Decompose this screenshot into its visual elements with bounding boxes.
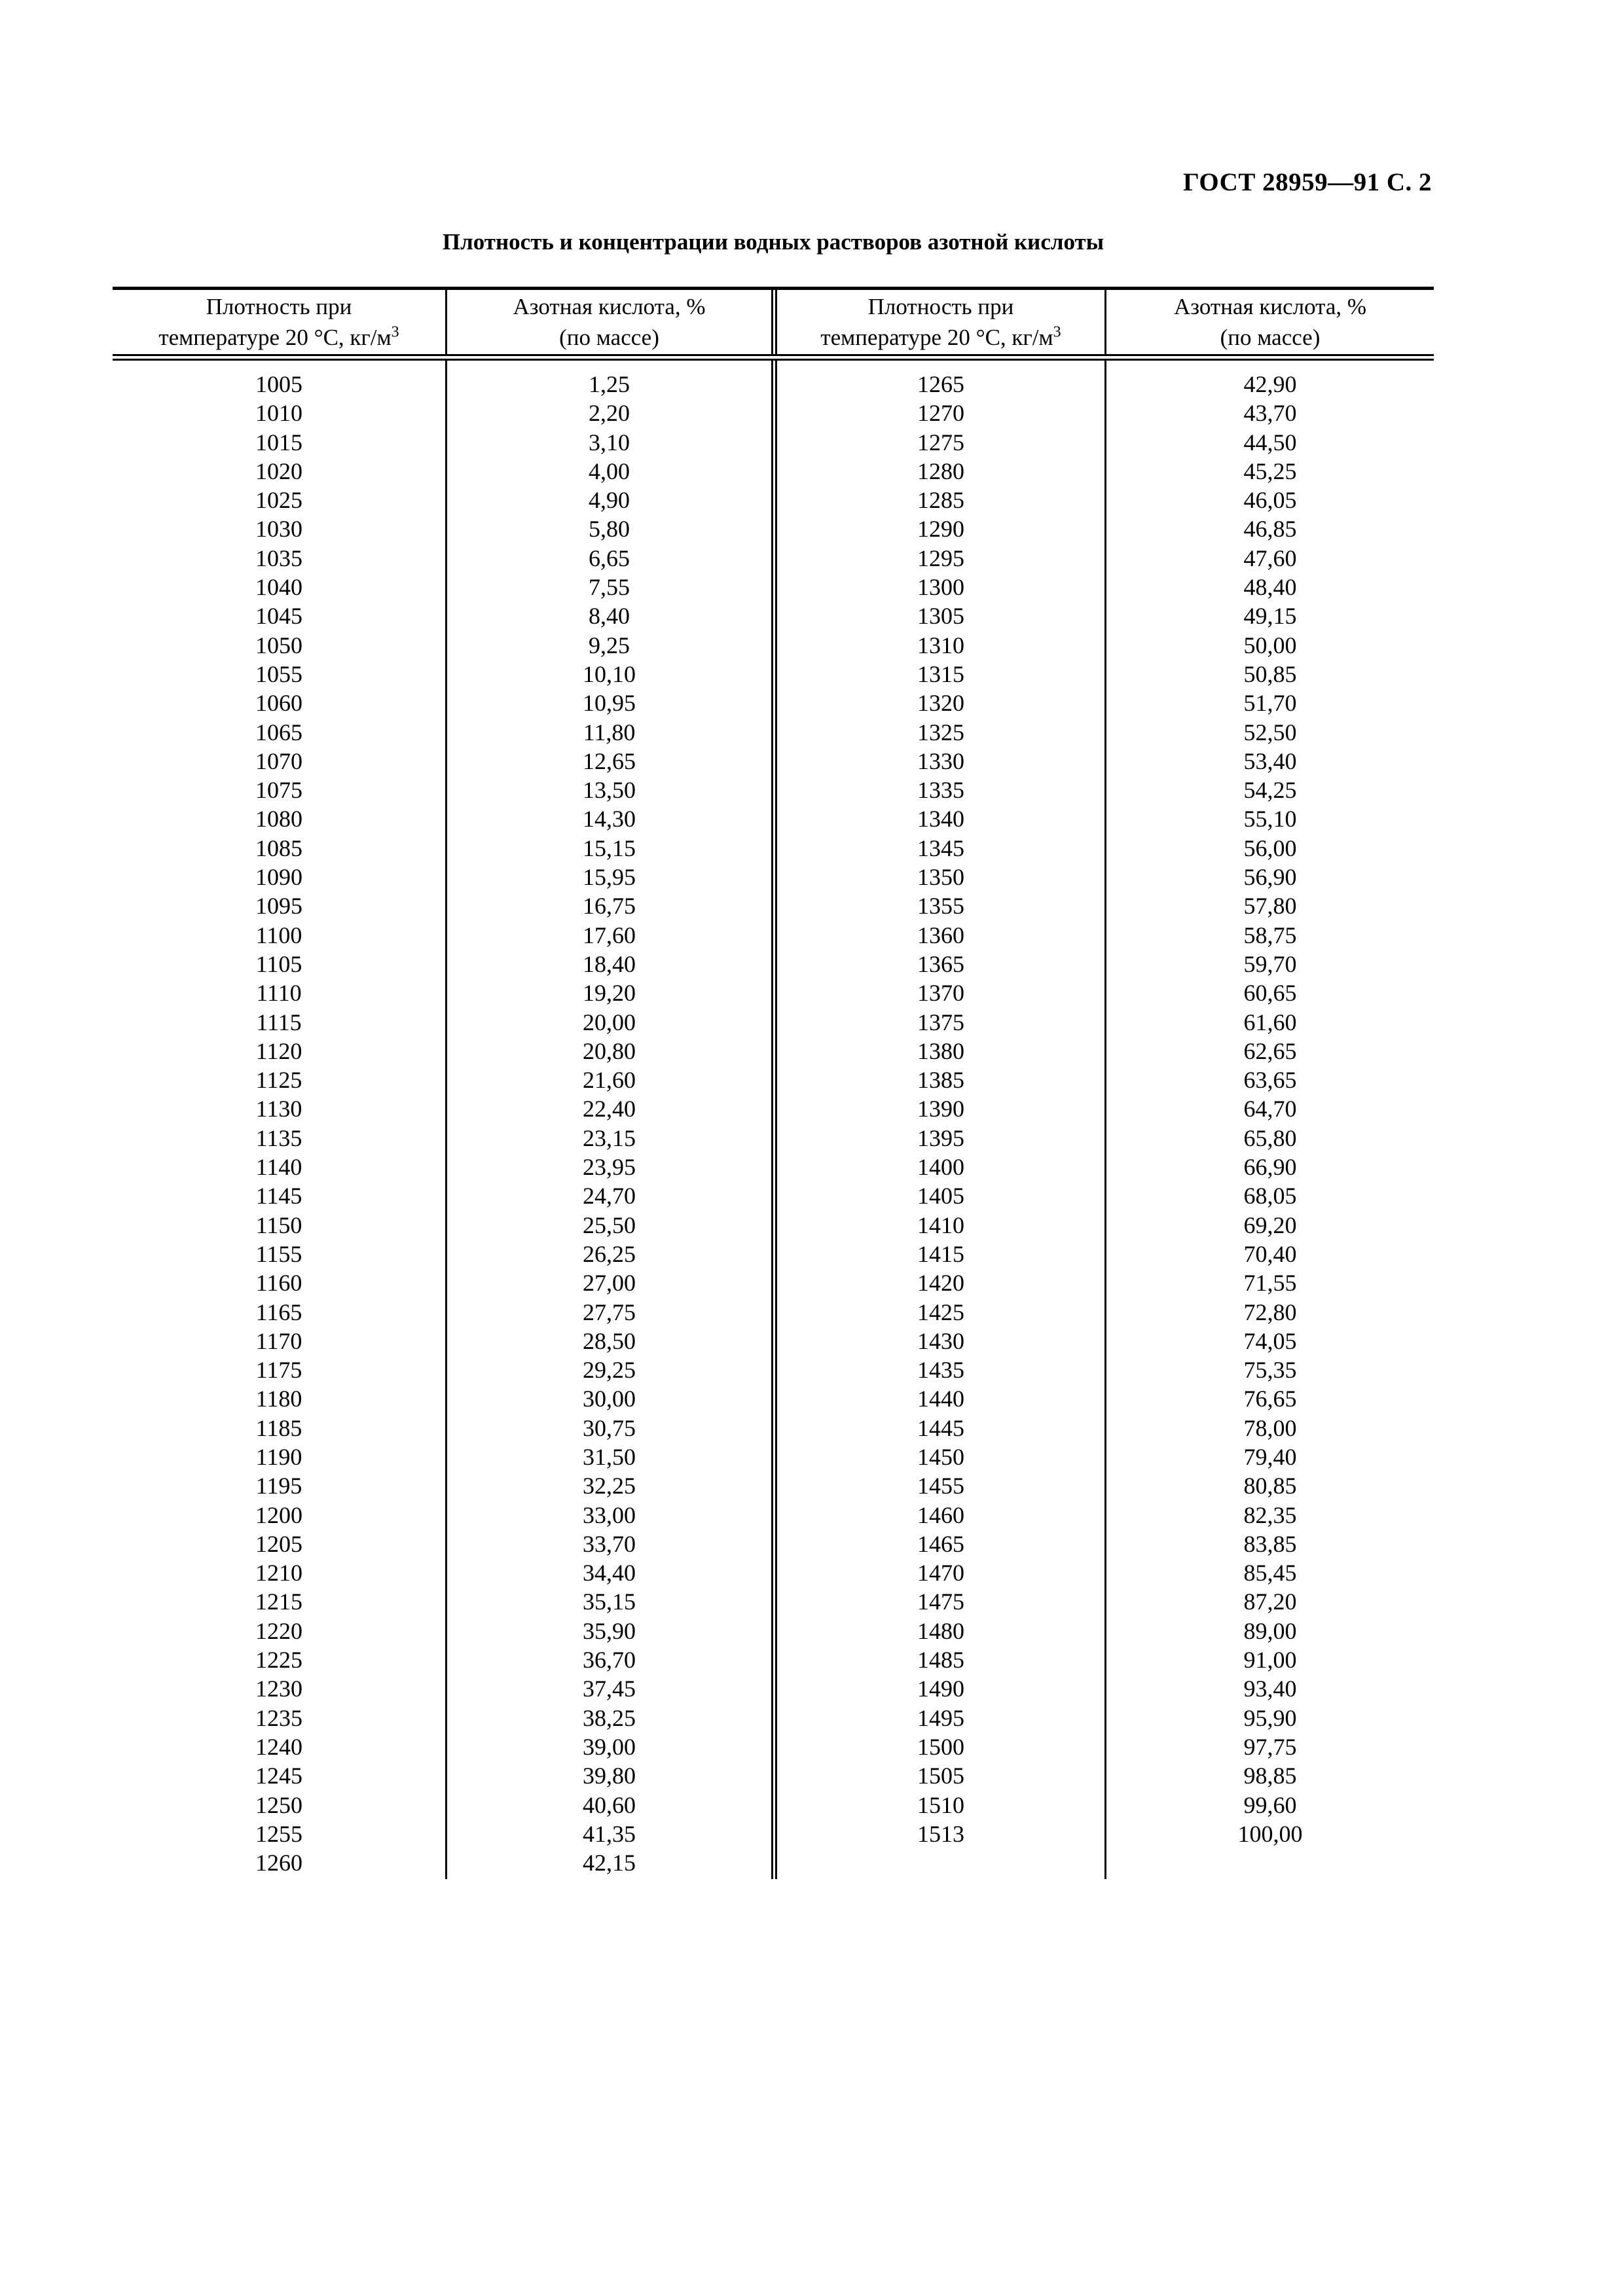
density-cell: 1495 — [917, 1704, 964, 1731]
density-cell: 1115 — [256, 1009, 302, 1035]
acid-cell: 14,30 — [583, 806, 636, 833]
density-cell: 1455 — [917, 1473, 964, 1499]
acid-cell: 56,90 — [1243, 864, 1297, 891]
density-cell: 1305 — [917, 603, 964, 630]
density-cell: 1065 — [255, 719, 302, 745]
acid-cell: 4,90 — [589, 487, 630, 514]
density-cell: 1380 — [917, 1037, 964, 1064]
acid-cell: 9,25 — [589, 632, 630, 658]
density-cell: 1165 — [255, 1299, 302, 1325]
acid-cell: 4,00 — [589, 457, 630, 484]
acid-cell: 43,70 — [1243, 400, 1297, 427]
density-concentration-table — [113, 287, 1434, 1879]
acid-cell: 26,25 — [583, 1240, 636, 1267]
acid-column-left — [447, 361, 777, 1879]
density-cell: 1180 — [255, 1386, 302, 1412]
density-cell: 1135 — [255, 1124, 302, 1151]
density-cell: 1100 — [255, 922, 302, 948]
acid-cell: 23,95 — [583, 1154, 636, 1181]
acid-cell: 39,80 — [583, 1763, 636, 1789]
density-cell: 1330 — [917, 747, 964, 774]
density-cell: 1300 — [917, 574, 964, 601]
density-cell: 1375 — [917, 1009, 964, 1035]
acid-cell: 6,65 — [589, 545, 630, 571]
acid-cell: 51,70 — [1243, 690, 1297, 717]
acid-cell: 97,75 — [1243, 1733, 1297, 1760]
density-cell: 1435 — [917, 1357, 964, 1384]
density-cell: 1200 — [255, 1501, 302, 1528]
density-cell: 1190 — [255, 1443, 302, 1470]
acid-cell: 93,40 — [1243, 1676, 1297, 1702]
acid-cell: 38,25 — [583, 1704, 636, 1731]
header-density-line2: температуре 20 °С, $кг/м^3$ — [820, 323, 1061, 350]
acid-cell: 30,00 — [583, 1386, 636, 1412]
header-acid-line1: Азотная кислота, % — [513, 294, 706, 319]
density-cell: 1320 — [917, 690, 964, 717]
acid-cell: 91,00 — [1243, 1647, 1297, 1674]
acid-cell: 48,40 — [1243, 574, 1297, 601]
density-cell: 1005 — [255, 371, 302, 397]
density-column-right — [777, 361, 1106, 1879]
acid-cell: 99,60 — [1243, 1791, 1297, 1818]
density-cell: 1365 — [917, 950, 964, 977]
header-cell-density-right — [777, 290, 1106, 354]
density-cell: 1255 — [255, 1820, 302, 1847]
header-acid-line1: Азотная кислота, % — [1173, 294, 1367, 319]
density-cell: 1155 — [255, 1240, 302, 1267]
acid-cell: 27,75 — [583, 1299, 636, 1325]
density-cell: 1075 — [255, 777, 302, 804]
density-cell: 1030 — [255, 516, 302, 543]
acid-cell: 53,40 — [1243, 747, 1297, 774]
density-cell: 1160 — [255, 1270, 302, 1297]
acid-cell: 70,40 — [1243, 1240, 1297, 1267]
acid-cell: 37,45 — [583, 1676, 636, 1702]
density-cell: 1235 — [255, 1704, 302, 1731]
density-cell: 1205 — [255, 1530, 302, 1557]
density-cell: 1040 — [255, 574, 302, 601]
header-density-line2: температуре 20 °С, $кг/м^3$ — [158, 323, 399, 350]
acid-cell: 63,65 — [1243, 1067, 1297, 1094]
acid-cell: 89,00 — [1243, 1617, 1297, 1644]
acid-cell: 76,65 — [1243, 1386, 1297, 1412]
density-cell: 1225 — [255, 1647, 302, 1674]
density-cell: 1470 — [917, 1560, 964, 1587]
acid-cell: 33,00 — [583, 1501, 636, 1528]
acid-cell: 50,85 — [1243, 660, 1297, 687]
acid-cell: 98,85 — [1243, 1763, 1297, 1789]
density-cell: 1175 — [255, 1357, 302, 1384]
density-cell: 1055 — [255, 660, 302, 687]
acid-cell: 27,00 — [583, 1270, 636, 1297]
density-cell: 1425 — [917, 1299, 964, 1325]
acid-cell: 11,80 — [583, 719, 636, 745]
acid-cell: 46,85 — [1243, 516, 1297, 543]
acid-cell: 100,00 — [1237, 1820, 1303, 1847]
density-cell: 1460 — [917, 1501, 964, 1528]
header-density-line1: Плотность при — [206, 294, 352, 319]
acid-cell: 50,00 — [1243, 632, 1297, 658]
density-cell: 1340 — [917, 806, 964, 833]
header-cell-density-left — [113, 290, 447, 354]
acid-cell: 20,00 — [583, 1009, 636, 1035]
acid-cell: 31,50 — [583, 1443, 636, 1470]
acid-cell: 56,00 — [1243, 834, 1297, 861]
acid-cell: 62,65 — [1243, 1037, 1297, 1064]
density-cell: 1275 — [917, 429, 964, 456]
density-cell: 1400 — [917, 1154, 964, 1181]
acid-cell: 29,25 — [583, 1357, 636, 1384]
density-cell: 1485 — [917, 1647, 964, 1674]
density-cell: 1513 — [917, 1820, 964, 1847]
acid-cell: 32,25 — [583, 1473, 636, 1499]
acid-cell: 49,15 — [1243, 603, 1297, 630]
acid-cell: 44,50 — [1243, 429, 1297, 456]
density-cell: 1265 — [917, 371, 964, 397]
acid-cell: 7,55 — [589, 574, 630, 601]
density-cell: 1430 — [917, 1327, 964, 1354]
acid-cell: 71,55 — [1243, 1270, 1297, 1297]
density-cell: 1050 — [255, 632, 302, 658]
density-cell: 1090 — [255, 864, 302, 891]
acid-cell: 35,90 — [583, 1617, 636, 1644]
density-cell: 1035 — [255, 545, 302, 571]
density-cell: 1345 — [917, 834, 964, 861]
density-cell: 1500 — [917, 1733, 964, 1760]
density-cell: 1405 — [917, 1183, 964, 1210]
density-cell: 1440 — [917, 1386, 964, 1412]
density-cell: 1280 — [917, 457, 964, 484]
density-cell: 1315 — [917, 660, 964, 687]
density-cell: 1465 — [917, 1530, 964, 1557]
density-cell: 1020 — [255, 457, 302, 484]
acid-cell: 47,60 — [1243, 545, 1297, 571]
density-cell: 1415 — [917, 1240, 964, 1267]
acid-cell: 83,85 — [1243, 1530, 1297, 1557]
acid-cell: 69,20 — [1243, 1211, 1297, 1238]
acid-cell: 19,20 — [583, 980, 636, 1007]
density-cell: 1325 — [917, 719, 964, 745]
density-cell: 1070 — [255, 747, 302, 774]
acid-cell: 46,05 — [1243, 487, 1297, 514]
density-cell: 1505 — [917, 1763, 964, 1789]
acid-column-right — [1106, 361, 1434, 1879]
density-cell: 1145 — [255, 1183, 302, 1210]
density-cell: 1110 — [256, 980, 302, 1007]
acid-cell: 30,75 — [583, 1414, 636, 1441]
header-density-line1: Плотность при — [867, 294, 1014, 319]
density-cell: 1490 — [917, 1676, 964, 1702]
acid-cell: 17,60 — [583, 922, 636, 948]
header-acid-line2: (по массе) — [559, 325, 659, 350]
density-cell: 1080 — [255, 806, 302, 833]
acid-cell: 18,40 — [583, 950, 636, 977]
acid-cell: 58,75 — [1243, 922, 1297, 948]
acid-cell: 10,95 — [583, 690, 636, 717]
density-cell: 1250 — [255, 1791, 302, 1818]
density-cell: 1395 — [917, 1124, 964, 1151]
acid-cell: 54,25 — [1243, 777, 1297, 804]
density-cell: 1095 — [255, 893, 302, 920]
density-cell: 1015 — [255, 429, 302, 456]
density-cell: 1260 — [255, 1850, 302, 1876]
density-cell: 1140 — [255, 1154, 302, 1181]
density-cell: 1410 — [917, 1211, 964, 1238]
acid-cell: 15,95 — [583, 864, 636, 891]
density-cell: 1150 — [255, 1211, 302, 1238]
density-cell: 1370 — [917, 980, 964, 1007]
acid-cell: 42,15 — [583, 1850, 636, 1876]
density-cell: 1270 — [917, 400, 964, 427]
acid-cell: 55,10 — [1243, 806, 1297, 833]
acid-cell: 33,70 — [583, 1530, 636, 1557]
density-cell: 1420 — [917, 1270, 964, 1297]
density-cell: 1215 — [255, 1588, 302, 1615]
acid-cell: 34,40 — [583, 1560, 636, 1587]
density-cell: 1295 — [917, 545, 964, 571]
acid-cell: 41,35 — [583, 1820, 636, 1847]
acid-cell: 68,05 — [1243, 1183, 1297, 1210]
acid-cell: 82,35 — [1243, 1501, 1297, 1528]
acid-cell: 8,40 — [589, 603, 630, 630]
acid-cell: 25,50 — [583, 1211, 636, 1238]
acid-cell: 57,80 — [1243, 893, 1297, 920]
acid-cell: 10,10 — [583, 660, 636, 687]
density-cell: 1170 — [255, 1327, 302, 1354]
acid-cell: 59,70 — [1243, 950, 1297, 977]
page-header: ГОСТ 28959—91 С. 2 — [1183, 168, 1432, 196]
header-density-superscript: 3 — [1053, 323, 1061, 341]
acid-cell: 64,70 — [1243, 1096, 1297, 1122]
density-cell: 1130 — [255, 1096, 302, 1122]
density-cell: 1450 — [917, 1443, 964, 1470]
acid-cell: 3,10 — [589, 429, 630, 456]
density-cell: 1480 — [917, 1617, 964, 1644]
acid-cell: 12,65 — [583, 747, 636, 774]
header-density-superscript: 3 — [391, 323, 399, 341]
density-cell: 1240 — [255, 1733, 302, 1760]
header-cell-acid-left — [447, 290, 777, 354]
acid-cell: 2,20 — [589, 400, 630, 427]
density-column-left — [113, 361, 447, 1879]
density-cell: 1230 — [255, 1676, 302, 1702]
density-cell: 1185 — [255, 1414, 302, 1441]
density-cell: 1390 — [917, 1096, 964, 1122]
acid-cell: 79,40 — [1243, 1443, 1297, 1470]
acid-cell: 35,15 — [583, 1588, 636, 1615]
density-cell: 1360 — [917, 922, 964, 948]
acid-cell: 74,05 — [1243, 1327, 1297, 1354]
acid-cell: 87,20 — [1243, 1588, 1297, 1615]
density-cell: 1285 — [917, 487, 964, 514]
acid-cell: 13,50 — [583, 777, 636, 804]
acid-cell: 1,25 — [589, 371, 630, 397]
acid-cell: 42,90 — [1243, 371, 1297, 397]
density-cell: 1025 — [255, 487, 302, 514]
acid-cell: 20,80 — [583, 1037, 636, 1064]
density-cell: 1010 — [255, 400, 302, 427]
density-cell: 1105 — [255, 950, 302, 977]
acid-cell: 16,75 — [583, 893, 636, 920]
density-cell: 1220 — [255, 1617, 302, 1644]
density-cell: 1120 — [255, 1037, 302, 1064]
acid-cell: 21,60 — [583, 1067, 636, 1094]
acid-cell: 95,90 — [1243, 1704, 1297, 1731]
density-cell: 1060 — [255, 690, 302, 717]
table-body — [113, 361, 1434, 1879]
acid-cell: 24,70 — [583, 1183, 636, 1210]
acid-cell: 23,15 — [583, 1124, 636, 1151]
acid-cell: 39,00 — [583, 1733, 636, 1760]
density-cell: 1475 — [917, 1588, 964, 1615]
density-cell: 1355 — [917, 893, 964, 920]
density-cell: 1195 — [255, 1473, 302, 1499]
density-cell: 1125 — [255, 1067, 302, 1094]
acid-cell: 60,65 — [1243, 980, 1297, 1007]
density-cell: 1085 — [255, 834, 302, 861]
density-cell: 1510 — [917, 1791, 964, 1818]
density-cell: 1290 — [917, 516, 964, 543]
acid-cell: 52,50 — [1243, 719, 1297, 745]
density-cell: 1385 — [917, 1067, 964, 1094]
acid-cell: 5,80 — [589, 516, 630, 543]
acid-cell: 66,90 — [1243, 1154, 1297, 1181]
density-cell: 1350 — [917, 864, 964, 891]
acid-cell: 36,70 — [583, 1647, 636, 1674]
acid-cell: 75,35 — [1243, 1357, 1297, 1384]
acid-cell: 15,15 — [583, 834, 636, 861]
header-acid-line2: (по массе) — [1220, 325, 1321, 350]
acid-cell: 72,80 — [1243, 1299, 1297, 1325]
density-cell: 1245 — [255, 1763, 302, 1789]
density-cell: 1210 — [255, 1560, 302, 1587]
table-header-row — [113, 290, 1434, 361]
density-cell: 1310 — [917, 632, 964, 658]
acid-cell: 80,85 — [1243, 1473, 1297, 1499]
acid-cell: 85,45 — [1243, 1560, 1297, 1587]
acid-cell: 45,25 — [1243, 457, 1297, 484]
acid-cell: 28,50 — [583, 1327, 636, 1354]
acid-cell: 40,60 — [583, 1791, 636, 1818]
acid-cell: 78,00 — [1243, 1414, 1297, 1441]
density-cell: 1335 — [917, 777, 964, 804]
acid-cell: 61,60 — [1243, 1009, 1297, 1035]
header-cell-acid-right — [1106, 290, 1434, 354]
acid-cell: 65,80 — [1243, 1124, 1297, 1151]
acid-cell: 22,40 — [583, 1096, 636, 1122]
density-cell: 1445 — [917, 1414, 964, 1441]
density-cell: 1045 — [255, 603, 302, 630]
table-title: Плотность и концентрации водных растворов азотной кислоты — [442, 229, 1104, 255]
